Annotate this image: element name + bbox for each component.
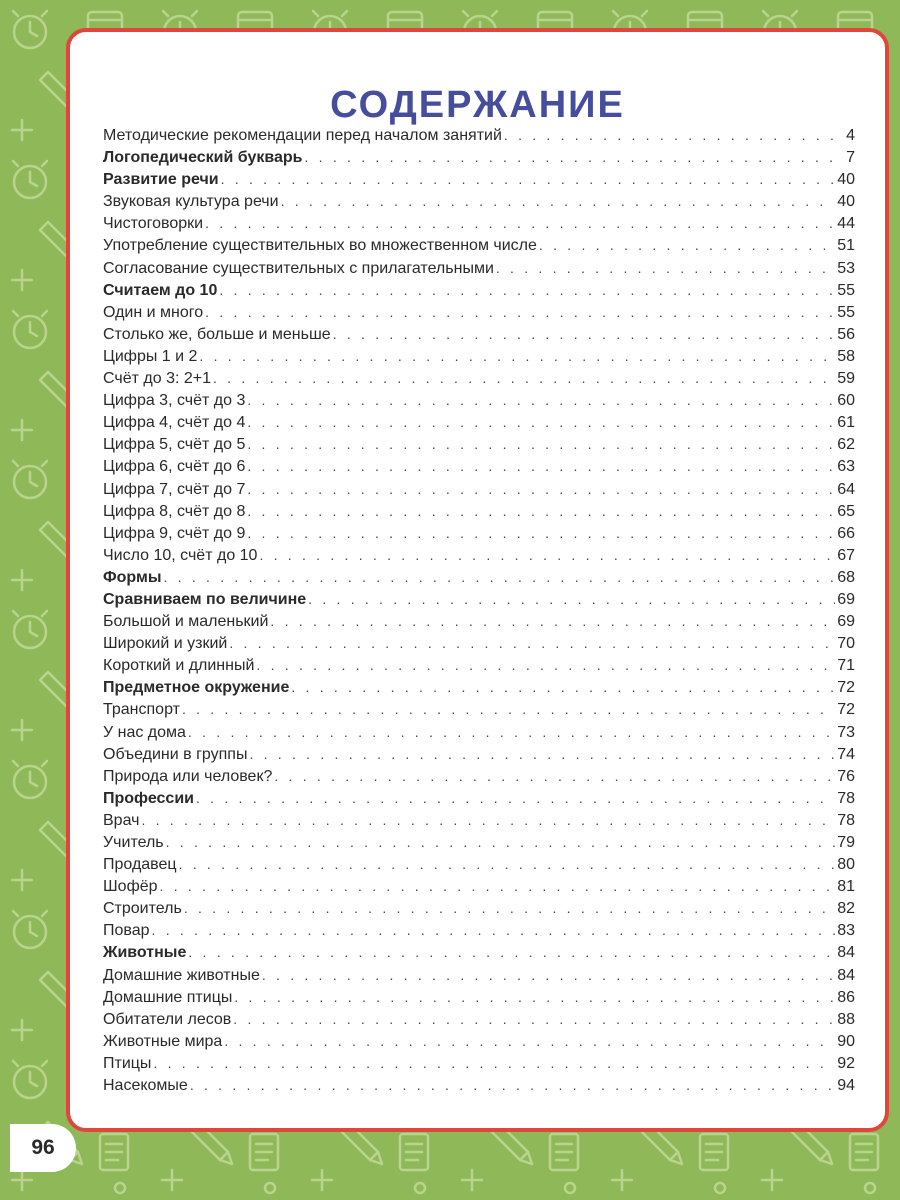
toc-entry-title: Объедини в группы bbox=[103, 745, 248, 763]
toc-entry bbox=[103, 234, 855, 256]
toc-entry bbox=[103, 1030, 855, 1052]
dot-leader bbox=[247, 411, 835, 433]
dot-leader bbox=[504, 124, 844, 146]
toc-entry-title: Природа или человек? bbox=[103, 767, 273, 785]
toc-entry-title: Короткий и длинный bbox=[103, 657, 255, 675]
toc-page-number: 55 bbox=[837, 281, 855, 299]
dot-leader bbox=[141, 809, 835, 831]
toc-entry bbox=[103, 500, 855, 522]
toc-entry-title: У нас дома bbox=[103, 723, 186, 741]
dot-leader bbox=[219, 279, 835, 301]
dot-leader bbox=[188, 941, 835, 963]
toc-entry bbox=[103, 698, 855, 720]
toc-page-number: 7 bbox=[846, 149, 855, 167]
toc-entry-title: Транспорт bbox=[103, 701, 180, 719]
toc-entry-title: Большой и маленький bbox=[103, 613, 269, 631]
toc-entry-title: Развитие речи bbox=[103, 171, 219, 189]
dot-leader bbox=[234, 986, 835, 1008]
toc-entry bbox=[103, 124, 855, 146]
dot-leader bbox=[308, 588, 835, 610]
toc-entry-title: Число 10, счёт до 10 bbox=[103, 546, 258, 564]
toc-section-heading bbox=[103, 941, 855, 963]
dot-leader bbox=[153, 1052, 835, 1074]
toc-entry bbox=[103, 875, 855, 897]
toc-section-heading bbox=[103, 146, 855, 168]
toc-page-number: 78 bbox=[837, 789, 855, 807]
dot-leader bbox=[262, 964, 835, 986]
toc-page-number: 56 bbox=[837, 325, 855, 343]
dot-leader bbox=[224, 1030, 835, 1052]
toc-section-heading bbox=[103, 168, 855, 190]
toc-entry-title: Столько же, больше и меньше bbox=[103, 325, 331, 343]
toc-entry-title: Повар bbox=[103, 922, 150, 940]
toc-entry bbox=[103, 654, 855, 676]
toc-page-number: 61 bbox=[837, 414, 855, 432]
toc-entry-title: Цифра 6, счёт до 6 bbox=[103, 458, 246, 476]
toc-section-heading bbox=[103, 588, 855, 610]
toc-page-number: 68 bbox=[837, 568, 855, 586]
toc-page-number: 55 bbox=[837, 303, 855, 321]
toc-page-number: 65 bbox=[837, 502, 855, 520]
dot-leader bbox=[539, 234, 835, 256]
toc-entry bbox=[103, 853, 855, 875]
toc-entry-title: Звуковая культура речи bbox=[103, 193, 279, 211]
toc-page-number: 40 bbox=[837, 193, 855, 211]
dot-leader bbox=[233, 1008, 835, 1030]
toc-entry bbox=[103, 897, 855, 919]
dot-leader bbox=[247, 522, 835, 544]
toc-entry bbox=[103, 765, 855, 787]
toc-entry bbox=[103, 809, 855, 831]
toc-entry-title: Согласование существительных с прилагательными bbox=[103, 259, 494, 277]
dot-leader bbox=[496, 257, 835, 279]
dot-leader bbox=[249, 743, 835, 765]
toc-page-number: 90 bbox=[837, 1032, 855, 1050]
toc-entry-title: Цифра 5, счёт до 5 bbox=[103, 436, 246, 454]
toc-section-heading bbox=[103, 787, 855, 809]
toc-entry bbox=[103, 919, 855, 941]
toc-page-number: 40 bbox=[837, 171, 855, 189]
toc-entry-title: Учитель bbox=[103, 834, 164, 851]
dot-leader bbox=[166, 831, 836, 853]
toc-page-number: 63 bbox=[837, 458, 855, 476]
toc-entry bbox=[103, 610, 855, 632]
dot-leader bbox=[229, 632, 835, 654]
toc-entry bbox=[103, 455, 855, 477]
toc-section-heading bbox=[103, 566, 855, 588]
toc-entry bbox=[103, 212, 855, 234]
dot-leader bbox=[247, 455, 835, 477]
dot-leader bbox=[205, 301, 835, 323]
contents-card bbox=[66, 28, 889, 1132]
toc-page-number: 69 bbox=[837, 590, 855, 608]
toc-page-number: 79 bbox=[837, 834, 855, 851]
toc-entry bbox=[103, 522, 855, 544]
toc-page-number: 58 bbox=[837, 347, 855, 365]
toc-entry-title: Считаем до 10 bbox=[103, 281, 218, 299]
toc-page-number: 71 bbox=[837, 657, 855, 675]
toc-entry bbox=[103, 632, 855, 654]
toc-page-number: 86 bbox=[837, 988, 855, 1006]
toc-entry-title: Обитатели лесов bbox=[103, 1010, 232, 1028]
toc-entry-title: Продавец bbox=[103, 856, 177, 874]
toc-entry-title: Домашние животные bbox=[103, 966, 260, 984]
dot-leader bbox=[179, 853, 836, 875]
toc-entry-title: Сравниваем по величине bbox=[103, 590, 307, 608]
toc-entry-title: Широкий и узкий bbox=[103, 635, 228, 653]
toc-entry bbox=[103, 478, 855, 500]
toc-page-number: 69 bbox=[837, 613, 855, 631]
toc-entry-title: Насекомые bbox=[103, 1077, 188, 1095]
dot-leader bbox=[152, 919, 836, 941]
toc-entry-title: Животные bbox=[103, 944, 187, 962]
toc-entry bbox=[103, 1052, 855, 1074]
toc-entry-title: Логопедический букварь bbox=[103, 149, 303, 167]
toc-entry bbox=[103, 986, 855, 1008]
toc-page-number: 84 bbox=[837, 944, 855, 962]
toc-page-number: 80 bbox=[837, 856, 855, 874]
toc-entry bbox=[103, 831, 855, 853]
toc-entry-title: Профессии bbox=[103, 789, 194, 807]
dot-leader bbox=[247, 478, 835, 500]
toc-page-number: 51 bbox=[837, 237, 855, 255]
toc-entry bbox=[103, 190, 855, 212]
toc-entry bbox=[103, 721, 855, 743]
toc-page-number: 72 bbox=[837, 679, 855, 697]
toc-entry-title: Строитель bbox=[103, 900, 182, 918]
toc-section-heading bbox=[103, 676, 855, 698]
toc-entry bbox=[103, 301, 855, 323]
dot-leader bbox=[291, 676, 835, 698]
toc-entry bbox=[103, 1074, 855, 1096]
toc-entry bbox=[103, 257, 855, 279]
dot-leader bbox=[213, 367, 835, 389]
toc-page-number: 67 bbox=[837, 546, 855, 564]
dot-leader bbox=[182, 698, 835, 720]
toc-entry-title: Цифра 3, счёт до 3 bbox=[103, 392, 246, 410]
toc-entry bbox=[103, 433, 855, 455]
toc-entry-title: Домашние птицы bbox=[103, 988, 233, 1006]
toc-page-number: 4 bbox=[846, 127, 855, 144]
page-number: 96 bbox=[10, 1124, 76, 1172]
toc-page-number: 60 bbox=[837, 392, 855, 410]
toc-page-number: 53 bbox=[837, 259, 855, 277]
toc-entry bbox=[103, 964, 855, 986]
table-of-contents bbox=[103, 124, 855, 1096]
toc-entry bbox=[103, 544, 855, 566]
dot-leader bbox=[184, 897, 835, 919]
dot-leader bbox=[274, 765, 835, 787]
toc-page-number: 64 bbox=[837, 480, 855, 498]
toc-page-number: 44 bbox=[837, 215, 855, 233]
dot-leader bbox=[281, 190, 836, 212]
toc-page-number: 59 bbox=[837, 370, 855, 388]
toc-entry bbox=[103, 411, 855, 433]
dot-leader bbox=[160, 875, 836, 897]
toc-page-number: 72 bbox=[837, 701, 855, 719]
toc-entry bbox=[103, 345, 855, 367]
toc-page-number: 82 bbox=[837, 900, 855, 918]
toc-page-number: 81 bbox=[837, 878, 855, 896]
toc-entry-title: Методические рекомендации перед началом занятий bbox=[103, 127, 502, 144]
toc-page-number: 88 bbox=[837, 1010, 855, 1028]
dot-leader bbox=[190, 1074, 835, 1096]
toc-page-number: 66 bbox=[837, 524, 855, 542]
dot-leader bbox=[205, 212, 835, 234]
toc-entry-title: Счёт до 3: 2+1 bbox=[103, 370, 211, 388]
toc-page-number: 70 bbox=[837, 635, 855, 653]
toc-entry-title: Цифра 7, счёт до 7 bbox=[103, 480, 246, 498]
toc-page-number: 74 bbox=[837, 745, 855, 763]
toc-entry-title: Врач bbox=[103, 811, 140, 829]
dot-leader bbox=[164, 566, 836, 588]
toc-page-number: 62 bbox=[837, 436, 855, 454]
toc-page-number: 76 bbox=[837, 767, 855, 785]
dot-leader bbox=[256, 654, 835, 676]
toc-section-heading bbox=[103, 279, 855, 301]
dot-leader bbox=[333, 323, 836, 345]
dot-leader bbox=[188, 721, 835, 743]
dot-leader bbox=[305, 146, 845, 168]
toc-entry bbox=[103, 1008, 855, 1030]
toc-page-number: 83 bbox=[837, 922, 855, 940]
toc-entry bbox=[103, 323, 855, 345]
dot-leader bbox=[221, 168, 836, 190]
page-title: СОДЕРЖАНИЕ bbox=[330, 84, 625, 126]
dot-leader bbox=[247, 433, 835, 455]
toc-entry bbox=[103, 367, 855, 389]
toc-entry-title: Шофёр bbox=[103, 878, 158, 896]
dot-leader bbox=[270, 610, 835, 632]
toc-entry-title: Цифра 4, счёт до 4 bbox=[103, 414, 246, 432]
toc-entry-title: Формы bbox=[103, 568, 162, 586]
toc-page-number: 78 bbox=[837, 811, 855, 829]
toc-page-number: 73 bbox=[837, 723, 855, 741]
toc-entry-title: Цифры 1 и 2 bbox=[103, 347, 198, 365]
dot-leader bbox=[247, 389, 835, 411]
toc-page-number: 92 bbox=[837, 1054, 855, 1072]
toc-entry-title: Чистоговорки bbox=[103, 215, 204, 233]
toc-page-number: 84 bbox=[837, 966, 855, 984]
toc-entry-title: Цифра 8, счёт до 8 bbox=[103, 502, 246, 520]
toc-page-number: 94 bbox=[837, 1077, 855, 1095]
toc-entry-title: Животные мира bbox=[103, 1032, 223, 1050]
toc-entry-title: Птицы bbox=[103, 1054, 152, 1072]
toc-entry-title: Один и много bbox=[103, 303, 204, 321]
toc-entry bbox=[103, 389, 855, 411]
toc-entry-title: Предметное окружение bbox=[103, 679, 290, 697]
toc-entry-title: Цифра 9, счёт до 9 bbox=[103, 524, 246, 542]
dot-leader bbox=[196, 787, 835, 809]
dot-leader bbox=[247, 500, 835, 522]
dot-leader bbox=[199, 345, 835, 367]
dot-leader bbox=[259, 544, 835, 566]
toc-entry bbox=[103, 743, 855, 765]
toc-entry-title: Употребление существительных во множественном числе bbox=[103, 237, 537, 255]
